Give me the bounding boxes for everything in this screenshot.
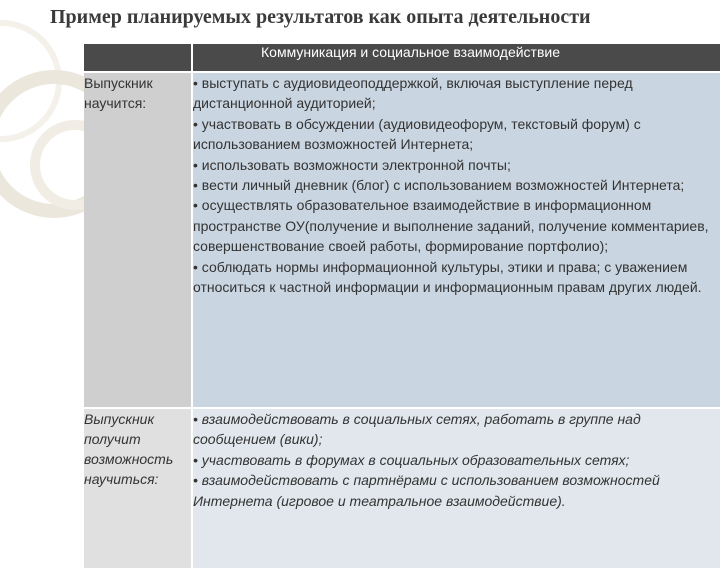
row-label: Выпускник получит возможность научиться:	[84, 408, 192, 568]
list-item: • взаимодействовать в социальных сетях, работать в группе над сообщением (вики);	[193, 411, 641, 448]
list-item: • соблюдать нормы информационной культуры, этики и права; с уважением относиться к частной информации и информационным правам других людей.	[193, 258, 702, 296]
list-item: • участвовать в обсуждении (аудиовидеофорум, текстовый форум) с использованием возможностей Интернета;	[193, 115, 641, 153]
table-row	[84, 408, 720, 568]
table-row	[84, 72, 720, 408]
decorative-ring	[0, 20, 62, 142]
list-item: • взаимодействовать с партнёрами с использованием возможностей Интернета (игровое и театральное взаимодействие).	[193, 472, 660, 509]
row-label: Выпускник научится:	[84, 72, 192, 408]
results-table	[84, 44, 720, 568]
list-item: • вести личный дневник (блог) с использованием возможностей Интернета;	[193, 177, 685, 194]
list-item: • выступать с аудиовидеоподдержкой, включая выступление перед дистанционной аудиторией;	[193, 75, 633, 112]
header-empty-cell	[84, 44, 192, 72]
row-content	[192, 72, 720, 408]
table-header: Коммуникация и социальное взаимодействие	[192, 44, 720, 72]
page-title: Пример планируемых результатов как опыта деятельности	[50, 6, 591, 28]
row-content	[192, 408, 720, 568]
list-item: • участвовать в форумах в социальных образовательных сетях;	[193, 451, 630, 468]
list-item: • осуществлять образовательное взаимодействие в информационном пространстве ОУ(получение и выполнение заданий, получение комментариев, совершенствование своей работы, формирование портфолио);	[193, 197, 709, 255]
list-item: • использовать возможности электронной почты;	[193, 156, 511, 173]
